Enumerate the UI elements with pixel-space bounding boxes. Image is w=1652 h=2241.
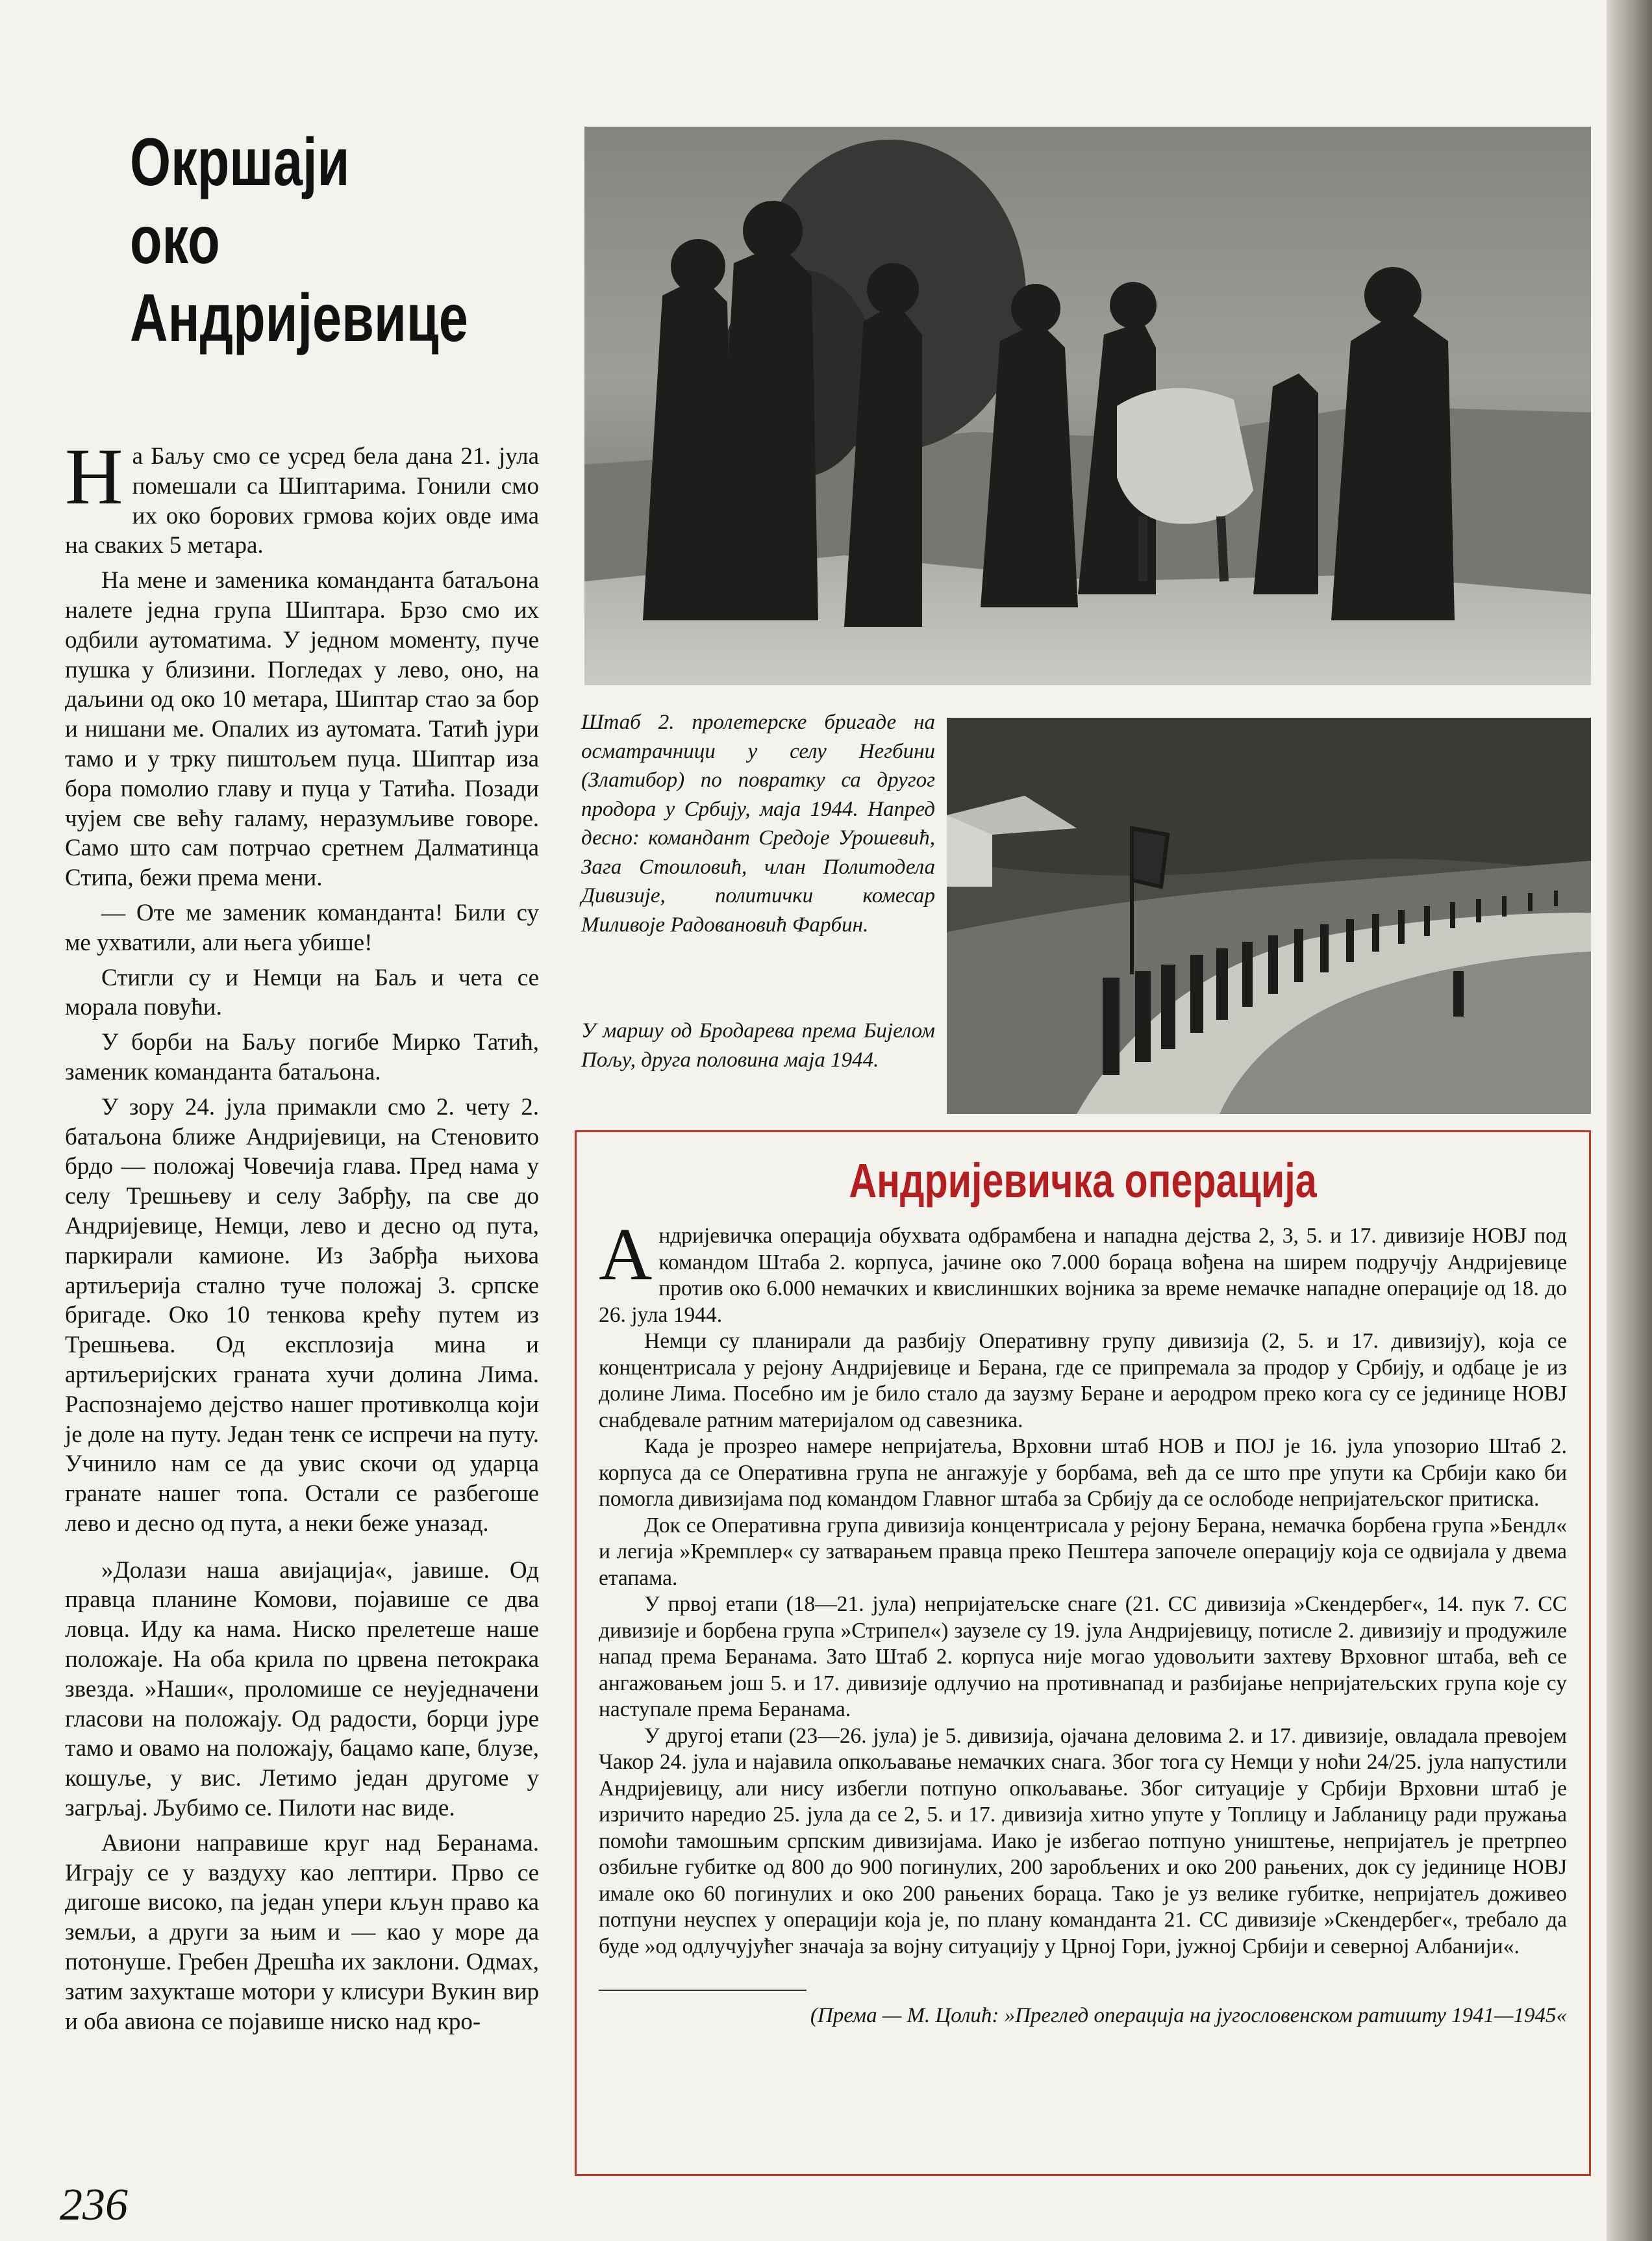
march-column-photo bbox=[947, 718, 1591, 1114]
sidebar-body bbox=[599, 1213, 1567, 1960]
staff-observation-photo bbox=[584, 127, 1591, 685]
article-paragraph: У зору 24. јула примакли смо 2. чету 2. батаљона ближе Андријевици, на Стеновито брдо — положај Човечија глава. Пред нама у селу Трешњеву и селу Забрђу, па све до Андријевице, Немци, лево и десно од пута, паркирали камионе. Из Забрђа њихова артиљерија стално туче положај 3. српске бригаде. Око 10 тенкова крећу путем из Трешњева. Од експлозија мина и артиљеријских граната хучи долина Лима. Распознајемо дејство нашег противколца који је доле на путу. Један тенк се испречи на путу. Учинило нам се да увис скочи од ударца гранате нашег топа. Остали се разбегоше лево и десно од пута, а неки беже уназад. bbox=[65, 1093, 539, 1537]
photo-caption-march: У маршу од Бродарева према Бијелом Пољу, друга половина маја 1944. bbox=[581, 1019, 935, 1072]
sidebar-source-rule bbox=[599, 1990, 807, 1991]
sidebar-paragraph: Када је прозрео намере непријатеља, Врховни штаб НОВ и ПОЈ је 16. јула упозорио Штаб 2. корпуса да се Оперативна група не ангажује у борбама, већ да се што пре упути ка Србији како би помогла дивизијама под командом Главног штаба за Србију да се ослободе непријатељског притиска. bbox=[599, 1434, 1567, 1511]
article-paragraph: На Баљу смо се усред бела дана 21. јула помешали са Шиптарима. Гонили смо их око борових грмова којих овде има на сваких 5 метара. bbox=[65, 432, 539, 559]
sidebar-title: Андријевичка операција bbox=[849, 1154, 1317, 1208]
sidebar-paragraph: У првој етапи (18—21. јула) непријатељске снаге (21. СС дивизија »Скендербег«, 14. пук 7. СС дивизије и борбена група »Стрипел«) заузеле су 19. јула Андријевицу, потисле 2. дивизију и продужиле напад према Беранама. Зато Штаб 2. корпуса није могао удовољити захтеву Врховног штаба, већ се ангажовањем још 5. и 17. дивизије одлучио на противнапад и разбијање непријатељских група које су наступале према Беранама. bbox=[599, 1592, 1567, 1721]
photo-caption-staff: Штаб 2. пролетерске бригаде на осматрачници у селу Негбини (Златибор) по повратку са другог продора у Србију, маја 1944. Напред десно: командант Средоје Урошевић, Зага Стоиловић, члан Политодела Дивизије, политички комесар Миливоје Радовановић Фарбин. bbox=[581, 711, 935, 937]
title-line-2: око bbox=[130, 203, 220, 278]
sidebar-paragraph: Андријевичка операција обухвата одбрамбена и нападна дејства 2, 3, 5. и 17. дивизије НОВЈ под командом Штаба 2. корпуса, јачине око 7.000 бораца вођена на ширем подручју Андријевице против око 6.000 немачких и квислиншких војника за време немачке нападне операције од 18. до 26. јула 1944. bbox=[599, 1213, 1567, 1327]
march-column-photo-image bbox=[947, 718, 1591, 1114]
article-paragraph: »Долази наша авијација«, јавише. Од правца планине Комови, појавише се два ловца. Иду ка нама. Ниско прелетеше наше положаје. На оба крила по црвена петокрака звезда. »Наши«, проломише се неуједначени гласови на положају. Од радости, борци јуре тамо и овамо на положају, бацамо капе, блузе, кошуље, у вис. Летимо један другоме у загрљај. Љубимо се. Пилоти нас виде. bbox=[65, 1556, 539, 1822]
article-paragraph: — Оте ме заменик команданта! Били су ме ухватили, али њега убише! bbox=[65, 899, 539, 956]
article-paragraph: У борби на Баљу погибе Мирко Татић, заменик команданта батаљона. bbox=[65, 1029, 539, 1085]
title-line-1: Окршаји bbox=[130, 125, 350, 200]
article-paragraph: Авиони направише круг над Беранама. Играју се у ваздуху као лептири. Прво се дигоше високо, па један упери кљун право ка земљи, а други за њим и — као у море да потонуше. Гребен Дрешћа их заклони. Одмах, затим захукташе мотори у клисури Вукин вир и оба авиона се појавише ниско над кро- bbox=[65, 1829, 539, 2035]
article-paragraph: Стигли су и Немци на Баљ и чета се морала повући. bbox=[65, 964, 539, 1021]
sidebar-paragraph: Док се Оперативна група дивизија концентрисала у рејону Берана, немачка борбена група »Бендл« и легија »Кремплер« су затварањем правца преко Пештера започеле операцију која се одвијала у двема етапама. bbox=[599, 1513, 1567, 1590]
article-paragraph: На мене и заменика команданта батаљона налете једна група Шиптара. Брзо смо их одбили аутоматима. У једном моменту, пуче пушка у близини. Погледах у лево, оно, на даљини од око 10 метара, Шиптар стао за бор и нишани ме. Опалих из аутомата. Татић јури тамо и у трку пиштољем пуца. Шиптар иза бора помолио главу и пуца у Татића. Позади чујем све већу галаму, неразумљиве говоре. Само што сам потрчао сретнем Далматинца Стипа, бежи према мени. bbox=[65, 567, 539, 892]
article-body-column bbox=[65, 432, 539, 2042]
sidebar-paragraph: Немци су планирали да разбију Оперативну групу дивизија (2, 5. и 17. дивизију), која се концентрисала у рејону Андријевице и Берана, где се припремала за продор у Србију, и одбаце је из долине Лима. Посебно им је било стало да заузму Беране и аеродром преко кога су се јединице НОВЈ снабдевале ратним материјалом од савезника. bbox=[599, 1329, 1567, 1432]
sidebar-source: (Према — М. Цолић: »Преглед операција на југословенском ратишту 1941—1945« bbox=[810, 2004, 1567, 2027]
article-title bbox=[130, 123, 468, 357]
page-number: 236 bbox=[60, 2180, 128, 2230]
andrijevica-operation-sidebar bbox=[575, 1130, 1591, 2176]
book-binding-edge bbox=[1607, 0, 1652, 2241]
staff-observation-photo-image bbox=[584, 127, 1591, 685]
title-line-3: Андријевице bbox=[130, 281, 468, 356]
sidebar-paragraph: У другој етапи (23—26. јула) је 5. дивизија, ојачана деловима 2. и 17. дивизије, овладала превојем Чакор 24. јула и најавила опкољавање немачких снага. Због тога су Немци у ноћи 24/25. јула напустили Андријевицу, али нису избегли потпуно опкољавање. Због ситуације у Србији Врховни штаб је изричито наредио 25. јула да се 2, 5. и 17. дивизија хитно упуте у Топлицу и Јабланицу ради пружања помоћи тамошњим српским дивизијама. Иако је избегао потпуно уништење, непријатељ је претрпео озбиљне губитке од 800 до 900 погинулих, 200 заробљених и око 200 рањених, док су јединице НОВЈ имале око 60 погинулих и око 200 рањених бораца. Тако је уз велике губитке, непријатељ доживео потпуни неуспех у операцији која је, по плану команданта 21. СС дивизије »Скендербег«, требало да буде »од одлучујућег значаја за војну ситуацију у Црној Гори, јужној Србији и северној Албанији«. bbox=[599, 1723, 1567, 1958]
